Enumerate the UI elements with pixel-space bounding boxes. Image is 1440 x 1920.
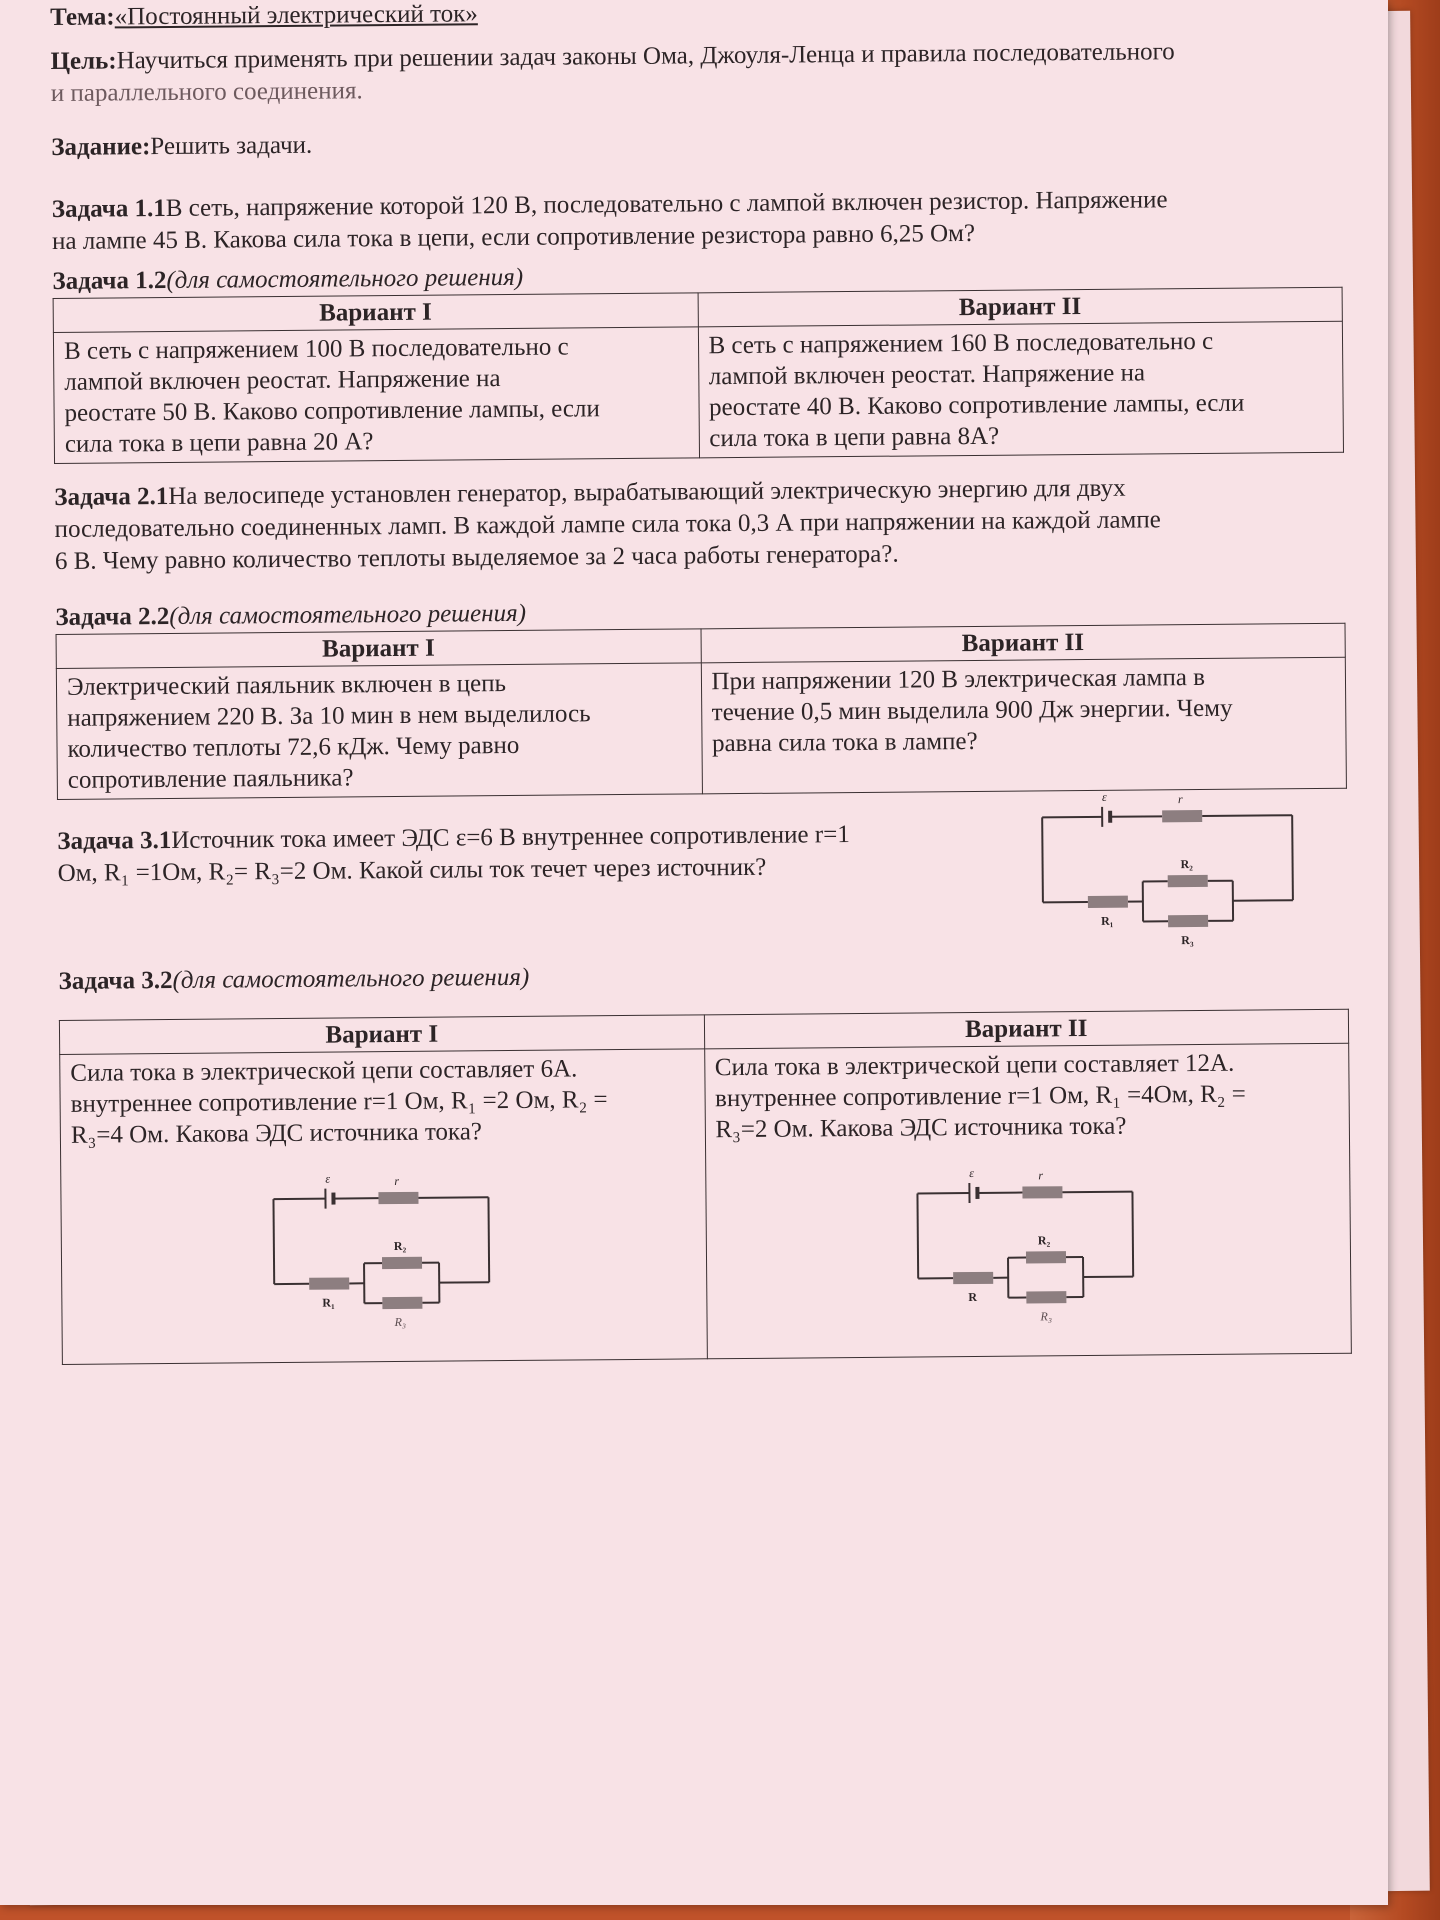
task-2-2-variant-1-cell bbox=[56, 663, 702, 800]
goal-label: Цель: bbox=[50, 47, 117, 75]
task-3-2-table bbox=[59, 1009, 1352, 1365]
text-line: R₃=2 Ом. Какова ЭДС источника тока? bbox=[715, 1112, 1127, 1144]
text-line: реостате 40 В. Каково сопротивление лампы, если bbox=[708, 389, 1245, 422]
task-3-1-circuit-diagram bbox=[1032, 785, 1313, 957]
resistor-r2 bbox=[1026, 1251, 1066, 1263]
task-1-1-label: Задача 1.1 bbox=[51, 194, 166, 223]
task-1-2-variant-1-header: Вариант I bbox=[53, 293, 698, 333]
r2-label: R₂ bbox=[1180, 857, 1193, 872]
r1-label: R bbox=[968, 1289, 978, 1305]
task-1-1-text: В сеть, напряжение которой 120 В, последовательно с лампой включен резистор. Напряжение bbox=[165, 186, 1168, 222]
task-3-2-note: (для самостоятельного решения) bbox=[172, 963, 530, 994]
variant-2-circuit-diagram bbox=[907, 1161, 1148, 1333]
resistor-r2 bbox=[382, 1257, 422, 1269]
text-line: сила тока в цепи равна 8А? bbox=[709, 422, 1000, 453]
task-3-1-label: Задача 3.1 bbox=[57, 826, 172, 855]
task-3-1 bbox=[57, 789, 1348, 966]
r1-label: R₁ bbox=[1101, 913, 1114, 928]
resistor-r bbox=[1162, 810, 1202, 822]
task-3-2-label: Задача 3.2 bbox=[58, 966, 173, 995]
task-2-1-text-continued: последовательно соединенных ламп. В каждой лампе сила тока 0,3 А при напряжении на каждой лампе bbox=[54, 506, 1161, 543]
r2-label: R₂ bbox=[1038, 1233, 1051, 1248]
task-2-2-variant-2-cell bbox=[701, 657, 1347, 794]
r2-label: R₂ bbox=[393, 1238, 406, 1254]
r3-label: R₃ bbox=[1040, 1309, 1053, 1324]
text-line: При напряжении 120 В электрическая лампа в bbox=[711, 663, 1206, 696]
text-line: количество теплоты 72,6 кДж. Чему равно bbox=[67, 731, 520, 763]
variant-1-circuit-area bbox=[71, 1145, 696, 1360]
resistor-r bbox=[1023, 1186, 1063, 1198]
r3-label: R₃ bbox=[1181, 933, 1194, 948]
resistor-r3 bbox=[1027, 1291, 1067, 1303]
text-line: Сила тока в электрической цепи составляет 12А. bbox=[714, 1049, 1235, 1082]
r-label: r bbox=[1177, 792, 1183, 807]
resistor-r3 bbox=[382, 1297, 422, 1309]
task-1-2-variant-1-cell bbox=[53, 327, 699, 464]
task-1-2-note: (для самостоятельного решения) bbox=[166, 263, 524, 294]
topic-label: Тема: bbox=[50, 3, 115, 31]
text-line: течение 0,5 мин выделила 900 Дж энергии. Чему bbox=[711, 694, 1233, 727]
r3-label: R₃ bbox=[394, 1314, 406, 1330]
task-3-1-text-continued: Ом, R₁ =1Ом, R₂= R₃=2 Ом. Какой силы ток течет через источник? bbox=[57, 853, 767, 887]
variant-2-circuit-area bbox=[716, 1140, 1341, 1355]
goal-text: Научиться применять при решении задач законы Ома, Джоуля-Ленца и правила последовательного bbox=[116, 38, 1175, 75]
task-1-2-variant-2-cell bbox=[698, 321, 1344, 458]
r-label: r bbox=[1038, 1168, 1044, 1183]
resistor-r3 bbox=[1168, 915, 1208, 927]
variant-1-circuit-diagram bbox=[263, 1167, 504, 1339]
text-line: R₃=4 Ом. Какова ЭДС источника тока? bbox=[70, 1118, 483, 1149]
task-2-2-variant-1-header: Вариант I bbox=[56, 629, 701, 669]
emf-label: ε bbox=[1101, 789, 1107, 804]
resistor-r1 bbox=[1088, 896, 1128, 908]
task-2-1-label: Задача 2.1 bbox=[54, 482, 169, 511]
task-2-1-text: На велосипеде установлен генератор, вырабатывающий электрическую энергию для двух bbox=[168, 474, 1126, 510]
resistor-r1 bbox=[953, 1272, 993, 1284]
r-label: r bbox=[394, 1174, 399, 1189]
text-line: напряжением 220 В. За 10 мин в нем выделилось bbox=[67, 700, 591, 732]
assignment-text: Решить задачи. bbox=[150, 131, 313, 161]
text-line: равна сила тока в лампе? bbox=[711, 727, 978, 758]
text-line: внутреннее сопротивление r=1 Ом, R₁ =4Ом, R₂ = bbox=[714, 1080, 1246, 1113]
task-2-2-table bbox=[56, 623, 1347, 800]
text-line: реостате 50 В. Каково сопротивление лампы, если bbox=[64, 395, 600, 427]
r1-label: R₁ bbox=[322, 1295, 335, 1310]
text-line: сила тока в цепи равна 20 А? bbox=[64, 428, 374, 458]
task-2-2-label: Задача 2.2 bbox=[55, 602, 170, 631]
goal-text-continued: и параллельного соединения. bbox=[50, 77, 363, 107]
task-3-2-variant-2-header: Вариант II bbox=[704, 1009, 1349, 1049]
task-3-2-variant-1-header: Вариант I bbox=[59, 1015, 704, 1055]
task-2-2-note: (для самостоятельного решения) bbox=[169, 599, 527, 630]
task-1-2-label: Задача 1.2 bbox=[52, 266, 167, 295]
text-line: лампой включен реостат. Напряжение на bbox=[708, 359, 1146, 391]
task-3-2-variant-2-cell bbox=[704, 1043, 1351, 1359]
task-2-1-text-continued: 6 В. Чему равно количество теплоты выделяемое за 2 часа работы генератора?. bbox=[54, 540, 899, 575]
task-1-1-text-continued: на лампе 45 В. Какова сила тока в цепи, если сопротивление резистора равно 6,25 Ом? bbox=[51, 219, 976, 255]
resistor-r bbox=[378, 1192, 418, 1204]
text-line: Электрический паяльник включен в цепь bbox=[66, 670, 507, 701]
text-line: Сила тока в электрической цепи составляет 6А. bbox=[70, 1055, 578, 1087]
text-line: внутреннее сопротивление r=1 Ом, R₁ =2 Ом, R₂ = bbox=[70, 1086, 608, 1118]
text-line: В сеть с напряжением 160 В последовательно с bbox=[708, 327, 1214, 360]
text-line: В сеть с напряжением 100 В последовательно с bbox=[63, 333, 569, 365]
text-line: сопротивление паяльника? bbox=[67, 764, 354, 794]
emf-label: ε bbox=[969, 1165, 975, 1181]
emf-label: ε bbox=[324, 1171, 330, 1186]
task-2-2-variant-2-header: Вариант II bbox=[701, 623, 1346, 663]
task-3-2-variant-1-cell bbox=[60, 1049, 707, 1365]
assignment-label: Задание: bbox=[51, 133, 151, 161]
task-3-1-text: Источник тока имеет ЭДС ε=6 В внутреннее сопротивление r=1 bbox=[171, 821, 850, 854]
topic-value: «Постоянный электрический ток» bbox=[114, 0, 478, 31]
worksheet-content bbox=[50, 0, 1352, 1365]
task-1-2-table bbox=[53, 287, 1344, 464]
resistor-r2 bbox=[1168, 875, 1208, 887]
resistor-r1 bbox=[309, 1277, 349, 1289]
task-1-2-variant-2-header: Вариант II bbox=[698, 287, 1343, 327]
text-line: лампой включен реостат. Напряжение на bbox=[64, 365, 501, 396]
